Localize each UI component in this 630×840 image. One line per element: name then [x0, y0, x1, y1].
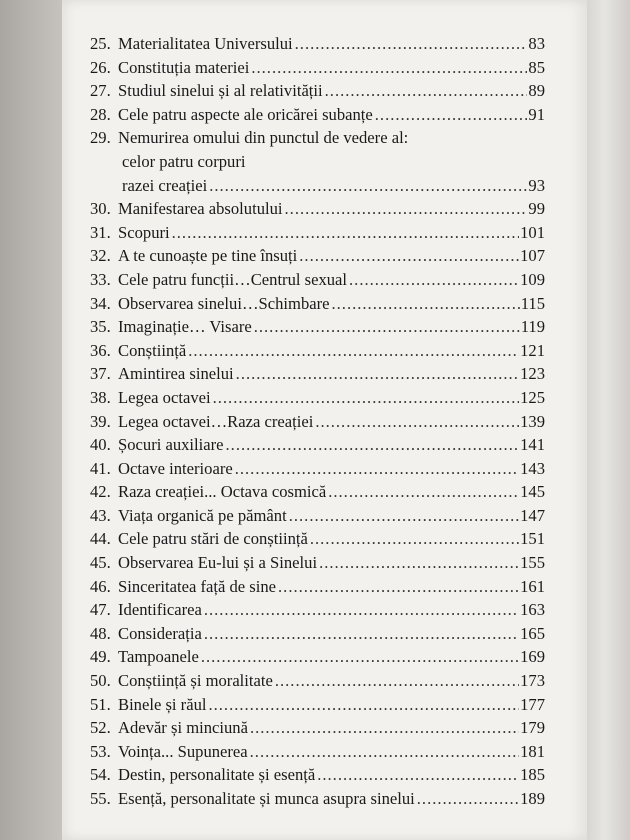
entry-page: 181 — [520, 741, 545, 761]
toc-entry-27[interactable] — [90, 79, 545, 103]
toc-entry-53[interactable] — [90, 740, 545, 764]
entry-number: 52. — [90, 718, 111, 738]
toc-entry-29[interactable] — [90, 126, 545, 150]
entry-page: 151 — [520, 529, 545, 549]
toc-entry-30[interactable] — [90, 197, 545, 221]
entry-page: 155 — [520, 553, 545, 573]
toc-entry-43[interactable] — [90, 504, 545, 528]
entry-number: 53. — [90, 741, 111, 761]
entry-page: 147 — [520, 505, 545, 525]
entry-title: Tampoanele — [118, 647, 199, 667]
entry-title: Nemurirea omului din punctul de vedere al: — [118, 128, 409, 148]
leader-dots — [213, 386, 520, 410]
leader-dots — [285, 197, 528, 221]
entry-number: 47. — [90, 600, 111, 620]
entry-title: Destin, personalitate și esență — [118, 765, 316, 785]
entry-page: 89 — [528, 81, 545, 101]
entry-title: razei creației — [122, 175, 208, 195]
toc-entry-34[interactable] — [90, 292, 545, 316]
leader-dots — [172, 221, 519, 245]
entry-page: 101 — [520, 222, 545, 242]
toc-entry-26[interactable] — [90, 56, 545, 80]
entry-number: 43. — [90, 505, 111, 525]
entry-number: 55. — [90, 789, 111, 808]
entry-title: Legea octavei — [118, 387, 211, 407]
toc-entry-40[interactable] — [90, 433, 545, 457]
toc-entry-33[interactable] — [90, 268, 545, 292]
entry-number: 38. — [90, 387, 111, 407]
toc-entry-39[interactable] — [90, 410, 545, 434]
toc-entry-32[interactable] — [90, 244, 545, 268]
entry-title: Observarea Eu-lui și a Sinelui — [118, 553, 318, 573]
entry-title: Șocuri auxiliare — [118, 435, 224, 455]
leader-dots — [251, 56, 527, 80]
toc-entry-42[interactable] — [90, 480, 545, 504]
entry-title: Cele patru stări de conștiință — [118, 529, 308, 549]
entry-number: 50. — [90, 671, 111, 691]
entry-page: 141 — [520, 435, 545, 455]
entry-number: 29. — [90, 128, 111, 148]
entry-number: 41. — [90, 458, 111, 478]
leader-dots — [275, 669, 519, 693]
leader-dots — [349, 268, 519, 292]
leader-dots — [208, 693, 519, 717]
entry-page: 145 — [520, 482, 545, 502]
toc-entry-51[interactable] — [90, 693, 545, 717]
entry-page: 143 — [520, 458, 545, 478]
leader-dots — [417, 787, 519, 811]
table-of-contents — [90, 32, 545, 811]
leader-dots — [250, 740, 519, 764]
toc-entry-36[interactable] — [90, 339, 545, 363]
entry-number: 32. — [90, 246, 111, 266]
entry-page: 139 — [520, 411, 545, 431]
entry-title: Amintirea sinelui — [118, 364, 234, 384]
toc-entry-47[interactable] — [90, 598, 545, 622]
leader-dots — [317, 763, 519, 787]
entry-number: 54. — [90, 765, 111, 785]
entry-title: Conștiință și moralitate — [118, 671, 273, 691]
entry-number: 35. — [90, 317, 111, 337]
leader-dots — [310, 527, 519, 551]
leader-dots — [204, 598, 519, 622]
leader-dots — [375, 103, 528, 127]
entry-title: A te cunoaște pe tine însuți — [118, 246, 298, 266]
entry-page: 185 — [520, 765, 545, 785]
entry-page: 163 — [520, 600, 545, 620]
entry-number: 39. — [90, 411, 111, 431]
leader-dots — [254, 315, 520, 339]
toc-entry-44[interactable] — [90, 527, 545, 551]
entry-title: Cele patru aspecte ale oricărei subanțe — [118, 104, 373, 124]
toc-entry-25[interactable] — [90, 32, 545, 56]
toc-entry-54[interactable] — [90, 763, 545, 787]
entry-number: 25. — [90, 34, 111, 53]
entry-page: 119 — [520, 317, 545, 337]
entry-page: 109 — [520, 269, 545, 289]
toc-entry-41[interactable] — [90, 457, 545, 481]
leader-dots — [319, 551, 519, 575]
entry-page: 165 — [520, 623, 545, 643]
right-page-edge — [587, 0, 630, 840]
entry-number: 31. — [90, 222, 111, 242]
entry-title: Cele patru funcții…Centrul sexual — [118, 269, 348, 289]
leader-dots — [332, 292, 520, 316]
entry-page: 93 — [528, 175, 545, 195]
entry-title: Materialitatea Universului — [118, 34, 293, 53]
entry-page: 99 — [528, 199, 545, 219]
entry-title: Sinceritatea față de sine — [118, 576, 277, 596]
toc-entry-52[interactable] — [90, 716, 545, 740]
leader-dots — [315, 410, 519, 434]
entry-page: 173 — [520, 671, 545, 691]
entry-page: 125 — [520, 387, 545, 407]
toc-entry-38[interactable] — [90, 386, 545, 410]
entry-page: 85 — [528, 57, 545, 77]
toc-entry-48[interactable] — [90, 622, 545, 646]
entry-number: 30. — [90, 199, 111, 219]
leader-dots — [278, 575, 519, 599]
toc-entry-46[interactable] — [90, 575, 545, 599]
entry-number: 49. — [90, 647, 111, 667]
entry-title: Considerația — [118, 623, 202, 643]
toc-entry-45[interactable] — [90, 551, 545, 575]
toc-entry-50[interactable] — [90, 669, 545, 693]
toc-entry-29-continuation: celor patru corpuri — [122, 151, 246, 171]
entry-number: 27. — [90, 81, 111, 101]
leader-dots — [235, 457, 519, 481]
toc-entry-29-final-line[interactable] — [90, 174, 545, 198]
entry-number: 33. — [90, 269, 111, 289]
leader-dots — [250, 716, 519, 740]
entry-title: Esență, personalitate și munca asupra sinelui — [118, 789, 415, 808]
leader-dots — [325, 79, 528, 103]
leader-dots — [328, 480, 519, 504]
entry-number: 45. — [90, 553, 111, 573]
entry-number: 26. — [90, 57, 111, 77]
entry-number: 42. — [90, 482, 111, 502]
entry-page: 177 — [520, 694, 545, 714]
entry-number: 37. — [90, 364, 111, 384]
entry-number: 51. — [90, 694, 111, 714]
entry-page: 83 — [528, 34, 545, 53]
entry-title: Adevăr și minciună — [118, 718, 248, 738]
entry-page: 179 — [520, 718, 545, 738]
entry-title: Legea octavei…Raza creației — [118, 411, 314, 431]
entry-page: 123 — [520, 364, 545, 384]
leader-dots — [289, 504, 519, 528]
leader-dots — [204, 622, 519, 646]
entry-title: Observarea sinelui…Schimbare — [118, 293, 330, 313]
entry-title: Studiul sinelui și al relativității — [118, 81, 323, 101]
leader-dots — [209, 174, 527, 198]
entry-title: Manifestarea absolutului — [118, 199, 283, 219]
entry-title: Binele și răul — [118, 694, 207, 714]
entry-title: Voința... Supunerea — [118, 741, 248, 761]
entry-page: 161 — [520, 576, 545, 596]
leader-dots — [226, 433, 520, 457]
entry-title: Scopuri — [118, 222, 170, 242]
entry-number: 44. — [90, 529, 111, 549]
leader-dots — [299, 244, 519, 268]
entry-page: 121 — [520, 340, 545, 360]
entry-page: 91 — [528, 104, 545, 124]
entry-title: Viața organică pe pământ — [118, 505, 287, 525]
entry-title: Imaginație… Visare — [118, 317, 252, 337]
leader-dots — [295, 32, 528, 56]
entry-number: 34. — [90, 293, 111, 313]
toc-entry-31[interactable] — [90, 221, 545, 245]
entry-number: 40. — [90, 435, 111, 455]
toc-entry-28[interactable] — [90, 103, 545, 127]
entry-number: 28. — [90, 104, 111, 124]
toc-entry-37[interactable] — [90, 362, 545, 386]
left-page-edge — [0, 0, 62, 840]
toc-entry-35[interactable] — [90, 315, 545, 339]
toc-entry-55[interactable] — [90, 787, 545, 811]
leader-dots — [188, 339, 519, 363]
entry-title: Octave interioare — [118, 458, 233, 478]
entry-number: 48. — [90, 623, 111, 643]
entry-number: 46. — [90, 576, 111, 596]
leader-dots — [236, 362, 519, 386]
entry-page: 107 — [520, 246, 545, 266]
toc-entry-49[interactable] — [90, 645, 545, 669]
entry-number: 36. — [90, 340, 111, 360]
leader-dots — [201, 645, 519, 669]
entry-title: Conștiință — [118, 340, 187, 360]
entry-title: Raza creației... Octava cosmică — [118, 482, 327, 502]
entry-page: 115 — [520, 293, 545, 313]
entry-page: 169 — [520, 647, 545, 667]
entry-title: Constituția materiei — [118, 57, 250, 77]
entry-title: Identificarea — [118, 600, 202, 620]
entry-page: 189 — [520, 789, 545, 808]
